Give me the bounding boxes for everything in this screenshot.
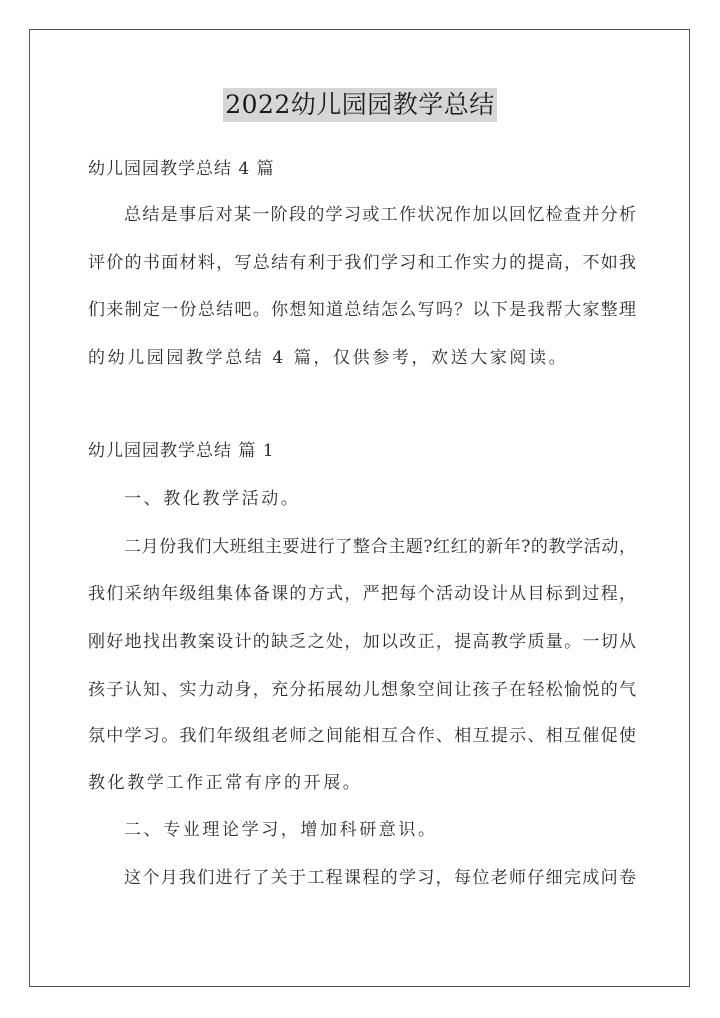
intro-line-3: 们来制定一份总结吧。你想知道总结怎么写吗？以下是我帮大家整理 <box>88 300 636 320</box>
document-subtitle: 幼儿园园教学总结 4 篇 <box>88 159 275 179</box>
intro-line-4: 的幼儿园园教学总结 4 篇，仅供参考，欢送大家阅读。 <box>88 348 569 368</box>
item1-line-1: 二月份我们大班组主要进行了整合主题?红红的新年?的教学活动， <box>124 537 636 557</box>
item1-line-2: 我们采纳年级组集体备课的方式，严把每个活动设计从目标到过程， <box>88 584 636 604</box>
item1-heading: 一、教化教学活动。 <box>124 489 301 509</box>
item1-line-4: 孩子认知、实力动身，充分拓展幼儿想象空间让孩子在轻松愉悦的气 <box>88 680 636 700</box>
item1-line-3: 刚好地找出教案设计的缺乏之处，加以改正，提高教学质量。一切从 <box>88 632 636 652</box>
item1-line-6: 教化教学工作正常有序的开展。 <box>88 773 363 793</box>
intro-line-2: 评价的书面材料，写总结有利于我们学习和工作实力的提高，不如我 <box>88 253 636 273</box>
intro-line-1: 总结是事后对某一阶段的学习或工作状况作加以回忆检查并分析 <box>124 205 636 225</box>
document-title: 2022幼儿园园教学总结 <box>223 88 497 122</box>
title-container <box>0 88 720 122</box>
item2-heading: 二、专业理论学习，增加科研意识。 <box>124 820 438 840</box>
item2-line-1: 这个月我们进行了关于工程课程的学习，每位老师仔细完成问卷 <box>124 868 636 888</box>
section1-heading: 幼儿园园教学总结 篇 1 <box>88 441 275 461</box>
item1-line-5: 氛中学习。我们年级组老师之间能相互合作、相互提示、相互催促使 <box>88 726 636 746</box>
